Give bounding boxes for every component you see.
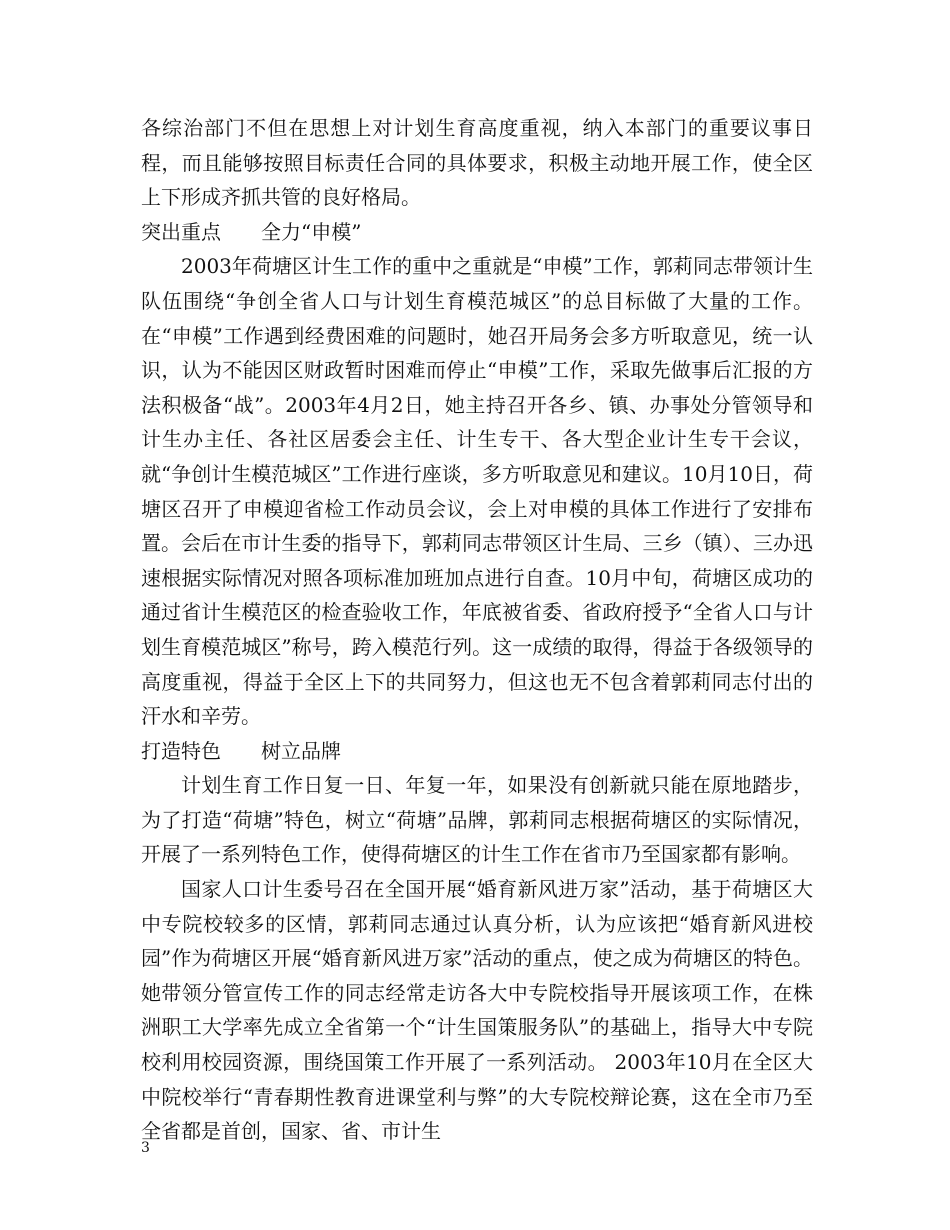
section-heading-focus: 突出重点 全力“申模” (141, 219, 362, 244)
paragraph-model-campaign: 2003年荷塘区计生工作的重中之重就是“申模”工作，郭莉同志带领计生队伍围绕“争创全省人口与计划生育模范城区”的总目标做了大量的工作。在“申模”工作遇到经费困难的问题时，她召开局务会多方听取意见，统一认识，认为不能因区财政暂时困难而停止“申模”工作，采取先做事后汇报的方法积极备“战”。2003年4月2日，她主持召开各乡、镇、办事处分管领导和计生办主任、各社区居委会主任、计生专干、各大型企业计生专干会议，就“争创计生模范城区”工作进行座谈，多方听取意见和建议。10月10日，荷塘区召开了申模迎省检工作动员会议，会上对申模的具体工作进行了安排布置。会后在市计生委的指导下，郭莉同志带领区计生局、三乡（镇）、三办迅速根据实际情况对照各项标准加班加点进行自查。10月中旬，荷塘区成功的通过省计生模范区的检查验收工作，年底被省委、省政府授予“全省人口与计划生育模范城区”称号，跨入模范行列。这一成绩的取得，得益于各级领导的高度重视，得益于全区上下的共同努力，但这也无不包含着郭莉同志付出的汗水和辛劳。 (141, 254, 813, 729)
document-body (141, 111, 813, 1149)
paragraph-campus-activity: 国家人口计生委号召在全国开展“婚育新风进万家”活动，基于荷塘区大中专院校较多的区情，郭莉同志通过认真分析，认为应该把“婚育新风进校园”作为荷塘区开展“婚育新风进万家”活动的重点，使之成为荷塘区的特色。她带领分管宣传工作的同志经常走访各大中专院校指导开展该项工作，在株洲职工大学率先成立全省第一个“计生国策服务队”的基础上，指导大中专院校利用校园资源，围绕国策工作开展了一系列活动。 2003年10月在全区大中院校举行“青春期性教育进课堂利与弊”的大专院校辩论赛，这在全市乃至全省都是首创，国家、省、市计生 (141, 877, 813, 1144)
page-number: 3 (141, 1140, 150, 1156)
section-heading-brand: 打造特色 树立品牌 (141, 738, 341, 763)
paragraph-innovation: 计划生育工作日复一日、年复一年，如果没有创新就只能在原地踏步，为了打造“荷塘”特色，树立“荷塘”品牌，郭莉同志根据荷塘区的实际情况，开展了一系列特色工作，使得荷塘区的计生工作在省市乃至国家都有影响。 (141, 773, 813, 867)
paragraph-continuation: 各综治部门不但在思想上对计划生育高度重视，纳入本部门的重要议事日程，而且能够按照目标责任合同的具体要求，积极主动地开展工作，使全区上下形成齐抓共管的良好格局。 (141, 116, 813, 210)
